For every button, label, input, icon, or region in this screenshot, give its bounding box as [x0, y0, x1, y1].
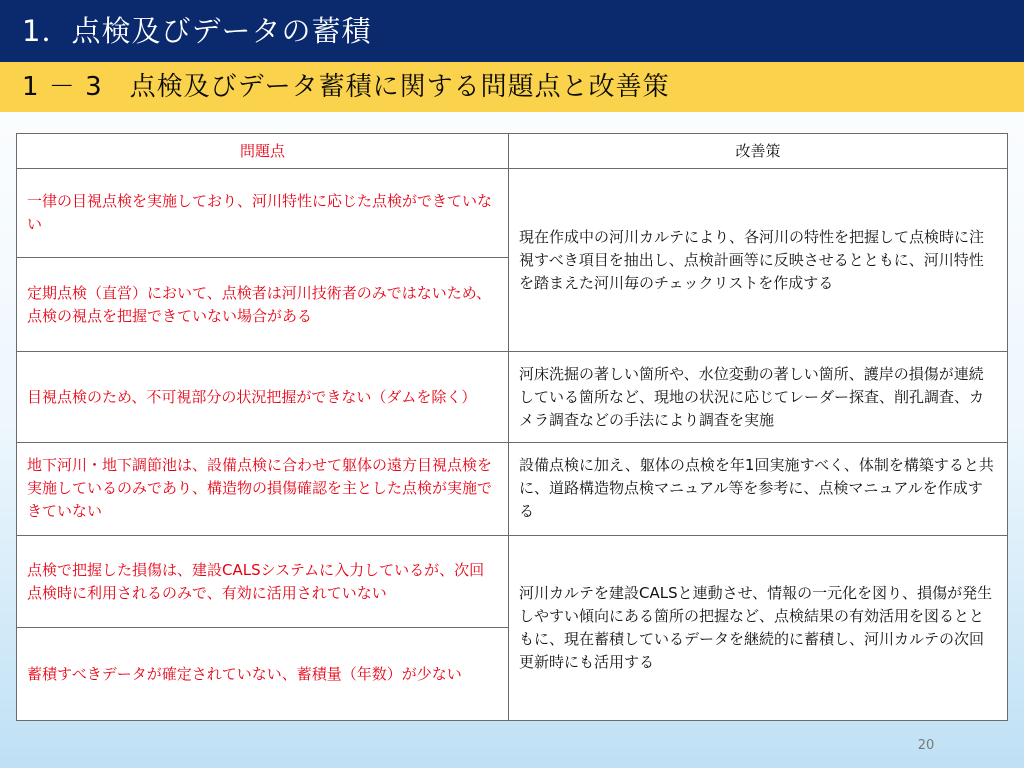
- solution-cell-2: 河床洗掘の著しい箇所や、水位変動の著しい箇所、護岸の損傷が連続している箇所など、現地の状況に応じてレーダー探査、削孔調査、カメラ調査などの手法により調査を実施: [509, 352, 1008, 443]
- slide-title: 1．点検及びデータの蓄積: [0, 0, 1024, 62]
- table-row: [17, 352, 1008, 443]
- problem-cell-1: 一律の目視点検を実施しており、河川特性に応じた点検ができていない: [17, 169, 509, 258]
- slide-subtitle: 1 － 3 点検及びデータ蓄積に関する問題点と改善策: [0, 62, 1024, 112]
- problem-cell-3: 目視点検のため、不可視部分の状況把握ができない（ダムを除く）: [17, 352, 509, 443]
- problem-cell-6: 蓄積すべきデータが確定されていない、蓄積量（年数）が少ない: [17, 628, 509, 721]
- solution-cell-1: 現在作成中の河川カルテにより、各河川の特性を把握して点検時に注視すべき項目を抽出し、点検計画等に反映させるとともに、河川特性を踏まえた河川毎のチェックリストを作成する: [509, 169, 1008, 352]
- solution-cell-3: 設備点検に加え、躯体の点検を年1回実施すべく、体制を構築すると共に、道路構造物点検マニュアル等を参考に、点検マニュアルを作成する: [509, 443, 1008, 536]
- solution-cell-4: 河川カルテを建設CALSと連動させ、情報の一元化を図り、損傷が発生しやすい傾向にある箇所の把握など、点検結果の有効活用を図るとともに、現在蓄積しているデータを継続的に蓄積し、河川カルテの次回更新時にも活用する: [509, 535, 1008, 720]
- table-row: [17, 443, 1008, 536]
- header-solution: 改善策: [509, 134, 1008, 169]
- table-row: [17, 169, 1008, 258]
- problem-cell-5: 点検で把握した損傷は、建設CALSシステムに入力しているが、次回点検時に利用されるのみで、有効に活用されていない: [17, 535, 509, 628]
- problem-cell-4: 地下河川・地下調節池は、設備点検に合わせて躯体の遠方目視点検を実施しているのみであり、構造物の損傷確認を主とした点検が実施できていない: [17, 443, 509, 536]
- table-header-row: [17, 134, 1008, 169]
- table-row: [17, 535, 1008, 628]
- page-number: 20: [917, 738, 935, 753]
- problem-cell-2: 定期点検（直営）において、点検者は河川技術者のみではないため、点検の視点を把握できていない場合がある: [17, 257, 509, 352]
- header-problem: 問題点: [17, 134, 509, 169]
- problems-solutions-table: [16, 133, 1008, 721]
